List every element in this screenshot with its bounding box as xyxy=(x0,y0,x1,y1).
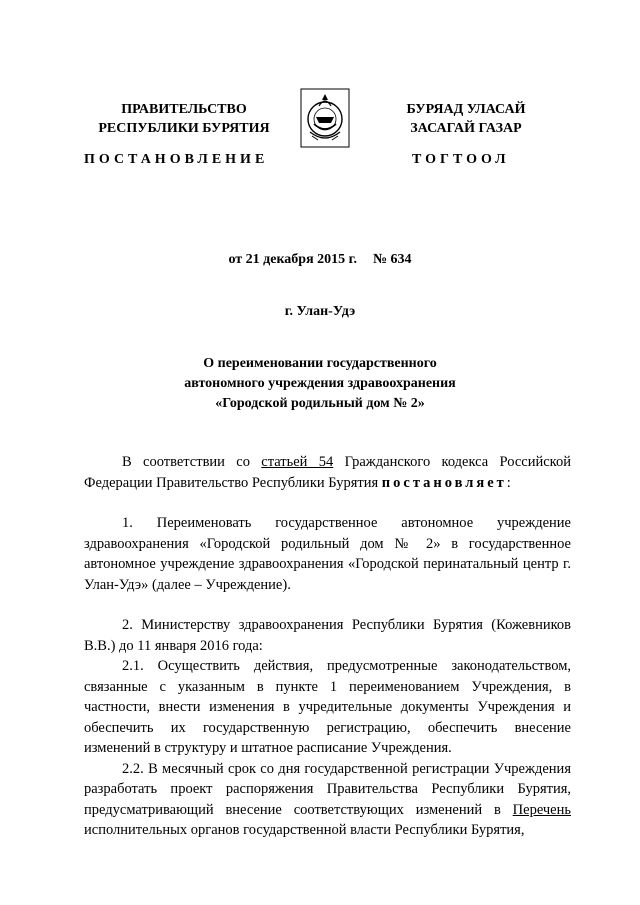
header-right-line1: БУРЯАД УЛАСАЙ xyxy=(406,102,526,117)
date-number-line xyxy=(0,252,640,268)
p22-text-b: исполнительных органов государственной власти Республики Бурятия, xyxy=(84,822,525,838)
paragraph-1: 1. Переименовать государственное автономное учреждение здравоохранения «Городской родильный дом № 2» в государственное автономное учреждение здравоохранения «Городской перинатальный центр г. Улан-Удэ» (далее – Учреждение). xyxy=(84,515,571,593)
header-left xyxy=(84,100,284,138)
paragraph-2-1: 2.1. Осуществить действия, предусмотренные законодательством, связанные с указанным в пункте 1 переименованием Учреждения, в частности, внести изменения в учредительные документы Учреждения и обеспечить их государственную регистрацию, обеспечить внесение изменений в структуру и штатное расписание Учреждения. xyxy=(84,658,571,756)
resolves-word: постановляет xyxy=(381,474,507,491)
perechen-link[interactable]: Перечень xyxy=(512,801,571,818)
intro-text-b: Гражданского кодекса Российской Федерации Правительство Республики Бурятия xyxy=(84,454,571,491)
coat-of-arms-icon xyxy=(300,88,350,148)
header-right-line2: ЗАСАГАЙ ГАЗАР xyxy=(410,121,522,136)
header-left-line2: РЕСПУБЛИКИ БУРЯТИЯ xyxy=(98,121,270,136)
article-54-link[interactable]: статьей 54 xyxy=(261,454,334,470)
title-line3: «Городской родильный дом № 2» xyxy=(215,396,425,411)
header-left-line1: ПРАВИТЕЛЬСТВО xyxy=(121,102,247,117)
decree-body xyxy=(84,452,571,841)
intro-text-c: : xyxy=(506,474,511,491)
decree-date: от 21 декабря 2015 г. xyxy=(228,252,357,267)
decree-number: № 634 xyxy=(372,252,412,267)
header-right xyxy=(386,100,546,138)
paragraph-2-2 xyxy=(84,759,571,841)
intro-paragraph xyxy=(84,452,571,493)
intro-text-a: В соответствии со xyxy=(122,454,262,470)
title-line1: О переименовании государственного xyxy=(203,356,437,371)
title-line2: автономного учреждения здравоохранения xyxy=(184,376,456,391)
paragraph-2: 2. Министерству здравоохранения Республики Бурятия (Кожевников В.В.) до 11 января 2016 года: xyxy=(84,617,571,654)
decree-title xyxy=(0,354,640,414)
city: г. Улан-Удэ xyxy=(284,304,356,319)
decree-title-bua: ТОГТООЛ xyxy=(412,152,510,167)
decree-title-ru: ПОСТАНОВЛЕНИЕ xyxy=(84,152,269,167)
p22-text-a: 2.2. В месячный срок со дня государственной регистрации Учреждения разработать проект распоряжения Правительства Республики Бурятия, предусматривающий внесение соответствующих изменений в xyxy=(84,760,571,818)
